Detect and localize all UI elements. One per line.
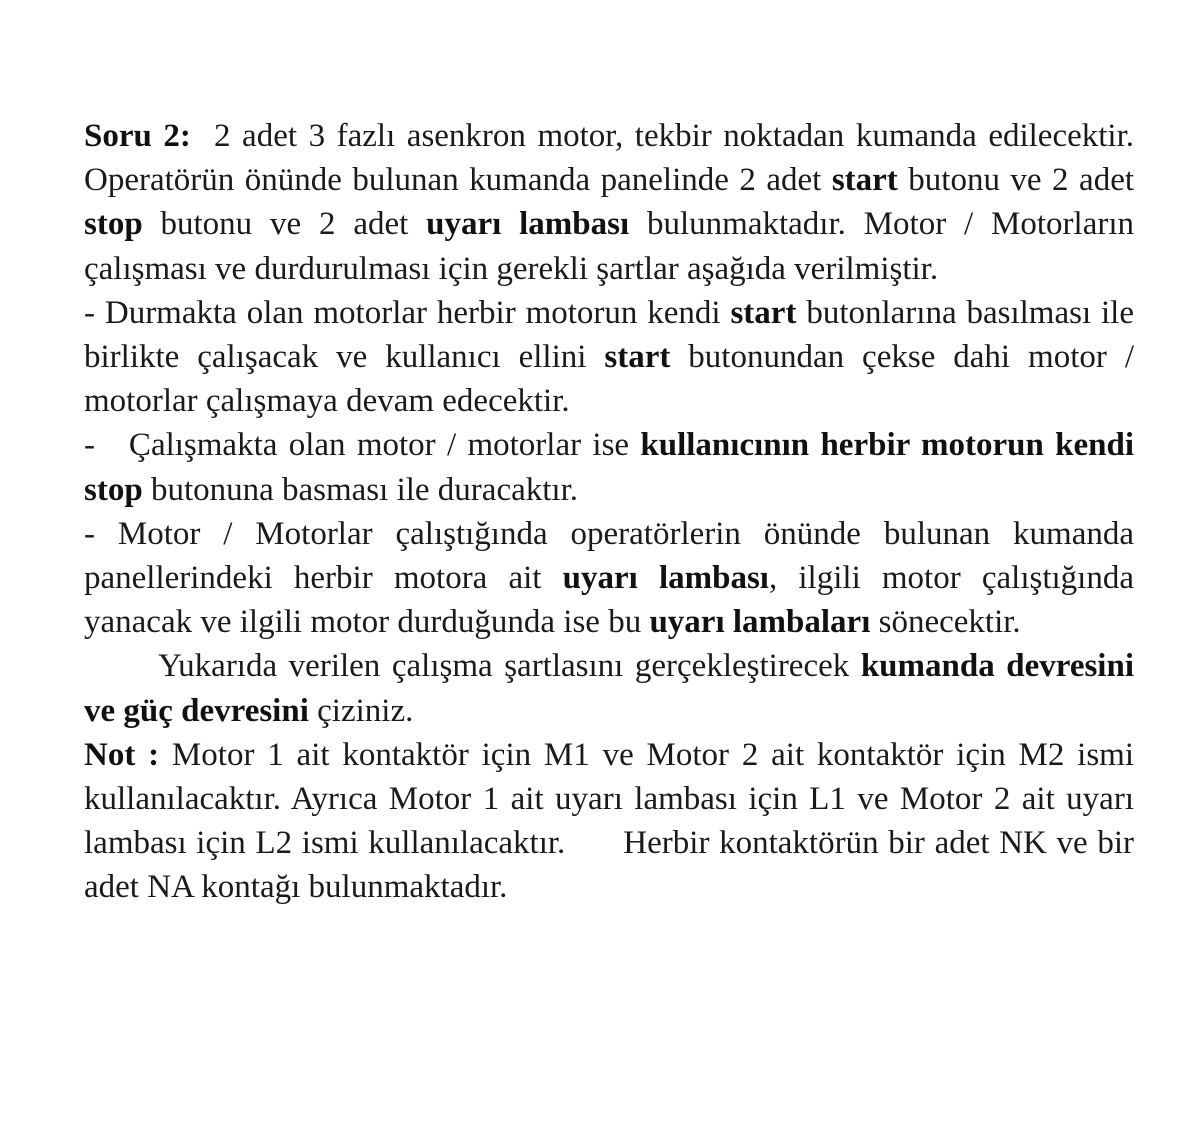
task-text-2: çiziniz. — [308, 692, 414, 729]
rule-2-bold-stop: kullanıcının herbir motorun kendi stop — [84, 427, 1134, 508]
rule-1 — [84, 291, 1134, 424]
intro-text-3: butonu ve 2 adet — [142, 206, 427, 243]
intro-text-2: butonu ve 2 adet — [897, 162, 1135, 199]
rule-1-text-1: - Durmakta olan motorlar herbir motorun kendi — [84, 294, 731, 331]
rule-3-text-2: , ilgili motor çalıştığında yanacak ve ilgili motor durduğunda ise bu — [84, 560, 1134, 641]
task-text-1: Yukarıda verilen çalışma şartlasını gerçekleştirecek — [158, 648, 861, 685]
task-instruction — [84, 644, 1134, 732]
note-label: Not : — [84, 736, 160, 773]
question-label: Soru 2: — [84, 118, 191, 154]
intro-text-4: bulunmaktadır. Motor / Motorların çalışması ve durdurulması için gerekli şartlar aşağıda verilmiştir. — [84, 206, 1135, 287]
rule-3-bold-warning-lamp: uyarı lambası — [562, 560, 769, 597]
rule-1-text-2: butonlarına basılması ile birlikte çalışacak ve kullanıcı ellini — [84, 294, 1134, 376]
intro-text-1: 2 adet 3 fazlı asenkron motor, tekbir noktadan kumanda edilecektir. Operatörün önünde bulunan kumanda panelinde 2 adet — [84, 118, 1143, 199]
rule-3-bold-warning-lamps: uyarı lambaları — [649, 604, 871, 641]
rule-2-text-1: - Çalışmakta olan motor / motorlar ise — [84, 427, 641, 464]
question-document — [84, 114, 1143, 910]
rule-1-bold-start-2: start — [604, 339, 671, 376]
rule-1-bold-start: start — [730, 294, 797, 331]
intro-bold-start: start — [831, 162, 898, 199]
rule-3 — [84, 512, 1134, 645]
question-intro — [84, 114, 1143, 291]
intro-bold-warning-lamp: uyarı lambası — [426, 206, 630, 243]
rule-2-text-2: butonuna basması ile duracaktır. — [142, 471, 578, 508]
task-bold-circuits: kumanda devresini ve güç devresini — [84, 648, 1134, 729]
rule-2 — [84, 423, 1134, 511]
rule-3-text-3: sönecektir. — [870, 604, 1021, 641]
note-text: Motor 1 ait kontaktör için M1 ve Motor 2 ait kontaktör için M2 ismi kullanılacaktır. Ayrıca Motor 1 ait uyarı lambası için L1 ve Motor 2 ait uyarı lambası için L2 ismi kullanılacaktır. Herbir kontaktörün bir adet NK ve bir adet NA kontağı bulunmaktadır. — [84, 736, 1143, 906]
rule-3-text-1: - Motor / Motorlar çalıştığında operatörlerin önünde bulunan kumanda panellerindeki herbir motora ait — [84, 515, 1134, 597]
intro-bold-stop: stop — [84, 206, 143, 243]
note — [84, 733, 1143, 910]
rule-1-text-3: butonundan çekse dahi motor / motorlar çalışmaya devam edecektir. — [84, 339, 1134, 420]
